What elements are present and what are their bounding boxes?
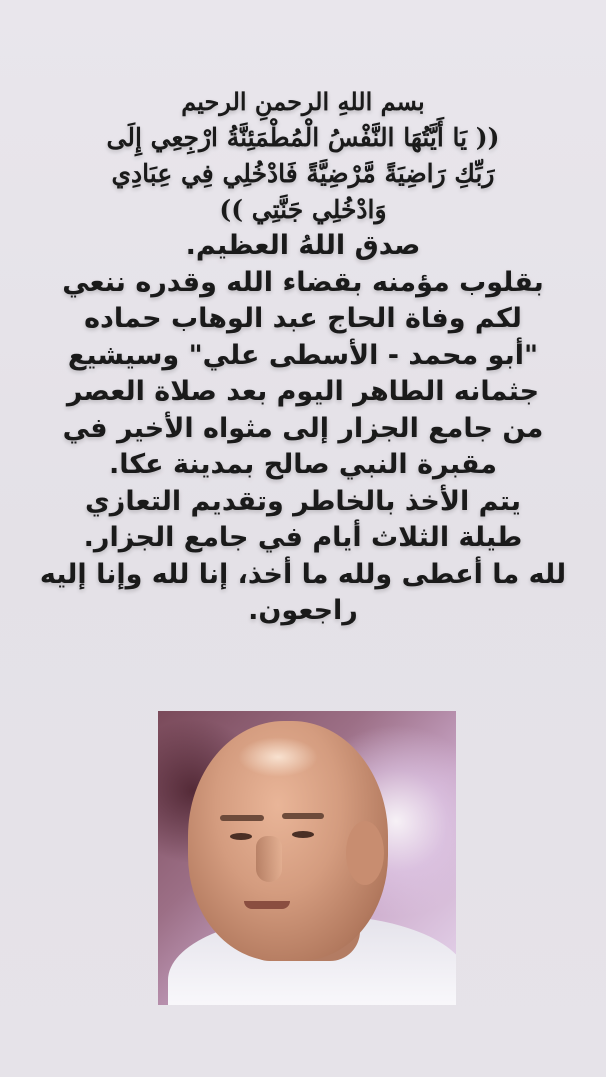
condolence-line-2: طيلة الثلاث أيام في جامع الجزار.: [83, 522, 523, 553]
closing-line-2: راجعون.: [248, 595, 358, 626]
quran-verse-line-2: رَبِّكِ رَاضِيَةً مَّرْضِيَّةً فَادْخُلِي فِي عِبَادِي: [111, 159, 495, 188]
closing-line-1: لله ما أعطى ولله ما أخذ، إنا لله وإنا إليه: [39, 558, 567, 590]
announcement-line-4: جثمانه الطاهر اليوم بعد صلاة العصر: [66, 376, 540, 407]
announcement-line-3: "أبو محمد - الأسطى علي" وسيشيع: [67, 339, 539, 371]
sadaqa-line: صدق اللهُ العظيم.: [185, 230, 421, 261]
quran-verse-line-1: (( يَا أَيَّتُهَا النَّفْسُ الْمُطْمَئِنَّةُ ارْجِعِي إِلَى: [106, 123, 500, 152]
announcement-line-2: لكم وفاة الحاج عبد الوهاب حماده: [84, 303, 522, 334]
obituary-text: [20, 84, 586, 630]
photo-left-eye: [230, 833, 252, 840]
announcement-line-5: من جامع الجزار إلى مثواه الأخير في: [62, 412, 544, 444]
photo-left-brow: [220, 815, 264, 821]
announcement-line-6: مقبرة النبي صالح بمدينة عكا.: [109, 449, 497, 480]
photo-head-shine: [238, 737, 318, 777]
photo-nose: [256, 836, 282, 882]
photo-mouth: [244, 901, 290, 909]
photo-ear: [346, 821, 384, 885]
condolence-line-1: يتم الأخذ بالخاطر وتقديم التعازي: [85, 485, 521, 517]
announcement-line-1: بقلوب مؤمنه بقضاء الله وقدره ننعي: [62, 266, 544, 298]
quran-verse-line-3: وَادْخُلِي جَنَّتِي )): [219, 195, 387, 224]
photo-right-eye: [292, 831, 314, 838]
photo-right-brow: [282, 813, 324, 819]
portrait-photo: [158, 711, 456, 1005]
basmala-line: بسم اللهِ الرحمنِ الرحيم: [181, 87, 425, 116]
